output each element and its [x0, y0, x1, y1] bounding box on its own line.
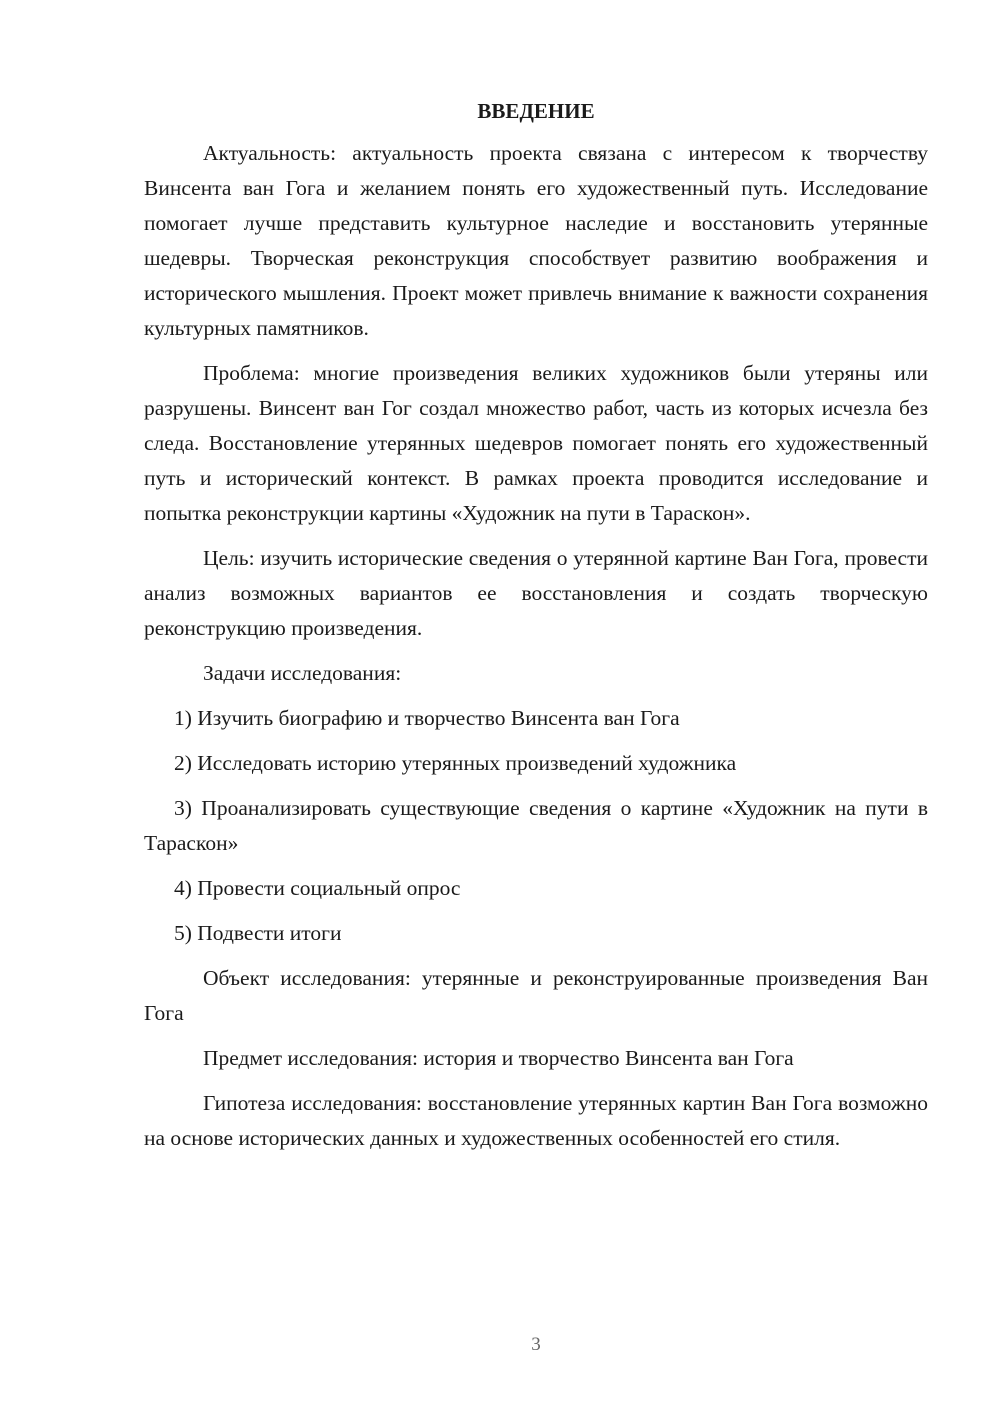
tasks-heading: Задачи исследования: — [203, 661, 402, 685]
page-content — [144, 96, 928, 1166]
task-item-5: 5) Подвести итоги — [174, 921, 342, 945]
document-title: ВВЕДЕНИЕ — [477, 99, 595, 123]
task-item-3: 3) Проанализировать существующие сведения о картине «Художник на пути в Тараскон» — [144, 796, 928, 855]
task-item-2: 2) Исследовать историю утерянных произведений художника — [174, 751, 737, 775]
subject-paragraph: Предмет исследования: история и творчество Винсента ван Гога — [203, 1046, 794, 1070]
page-number: 3 — [531, 1334, 541, 1355]
hypothesis-paragraph: Гипотеза исследования: восстановление утерянных картин Ван Гога возможно на основе исторических данных и художественных особенностей его стиля. — [144, 1091, 928, 1150]
object-paragraph: Объект исследования: утерянные и реконструированные произведения Ван Гога — [144, 966, 928, 1025]
task-item-4: 4) Провести социальный опрос — [174, 876, 461, 900]
relevance-paragraph: Актуальность: актуальность проекта связана с интересом к творчеству Винсента ван Гога и желанием понять его художественный путь. Исследование помогает лучше представить культурное наследие и восстановить утерянные шедевры. Творческая реконструкция способствует развитию воображения и исторического мышления. Проект может привлечь внимание к важности сохранения культурных памятников. — [144, 141, 928, 340]
problem-paragraph: Проблема: многие произведения великих художников были утеряны или разрушены. Винсент ван Гог создал множество работ, часть из которых исчезла без следа. Восстановление утерянных шедевров помогает понять его художественный путь и исторический контекст. В рамках проекта проводится исследование и попытка реконструкции картины «Художник на пути в Тараскон». — [144, 361, 928, 525]
task-item-1: 1) Изучить биографию и творчество Винсента ван Гога — [174, 706, 680, 730]
goal-paragraph: Цель: изучить исторические сведения о утерянной картине Ван Гога, провести анализ возможных вариантов ее восстановления и создать творческую реконструкцию произведения. — [144, 546, 928, 640]
